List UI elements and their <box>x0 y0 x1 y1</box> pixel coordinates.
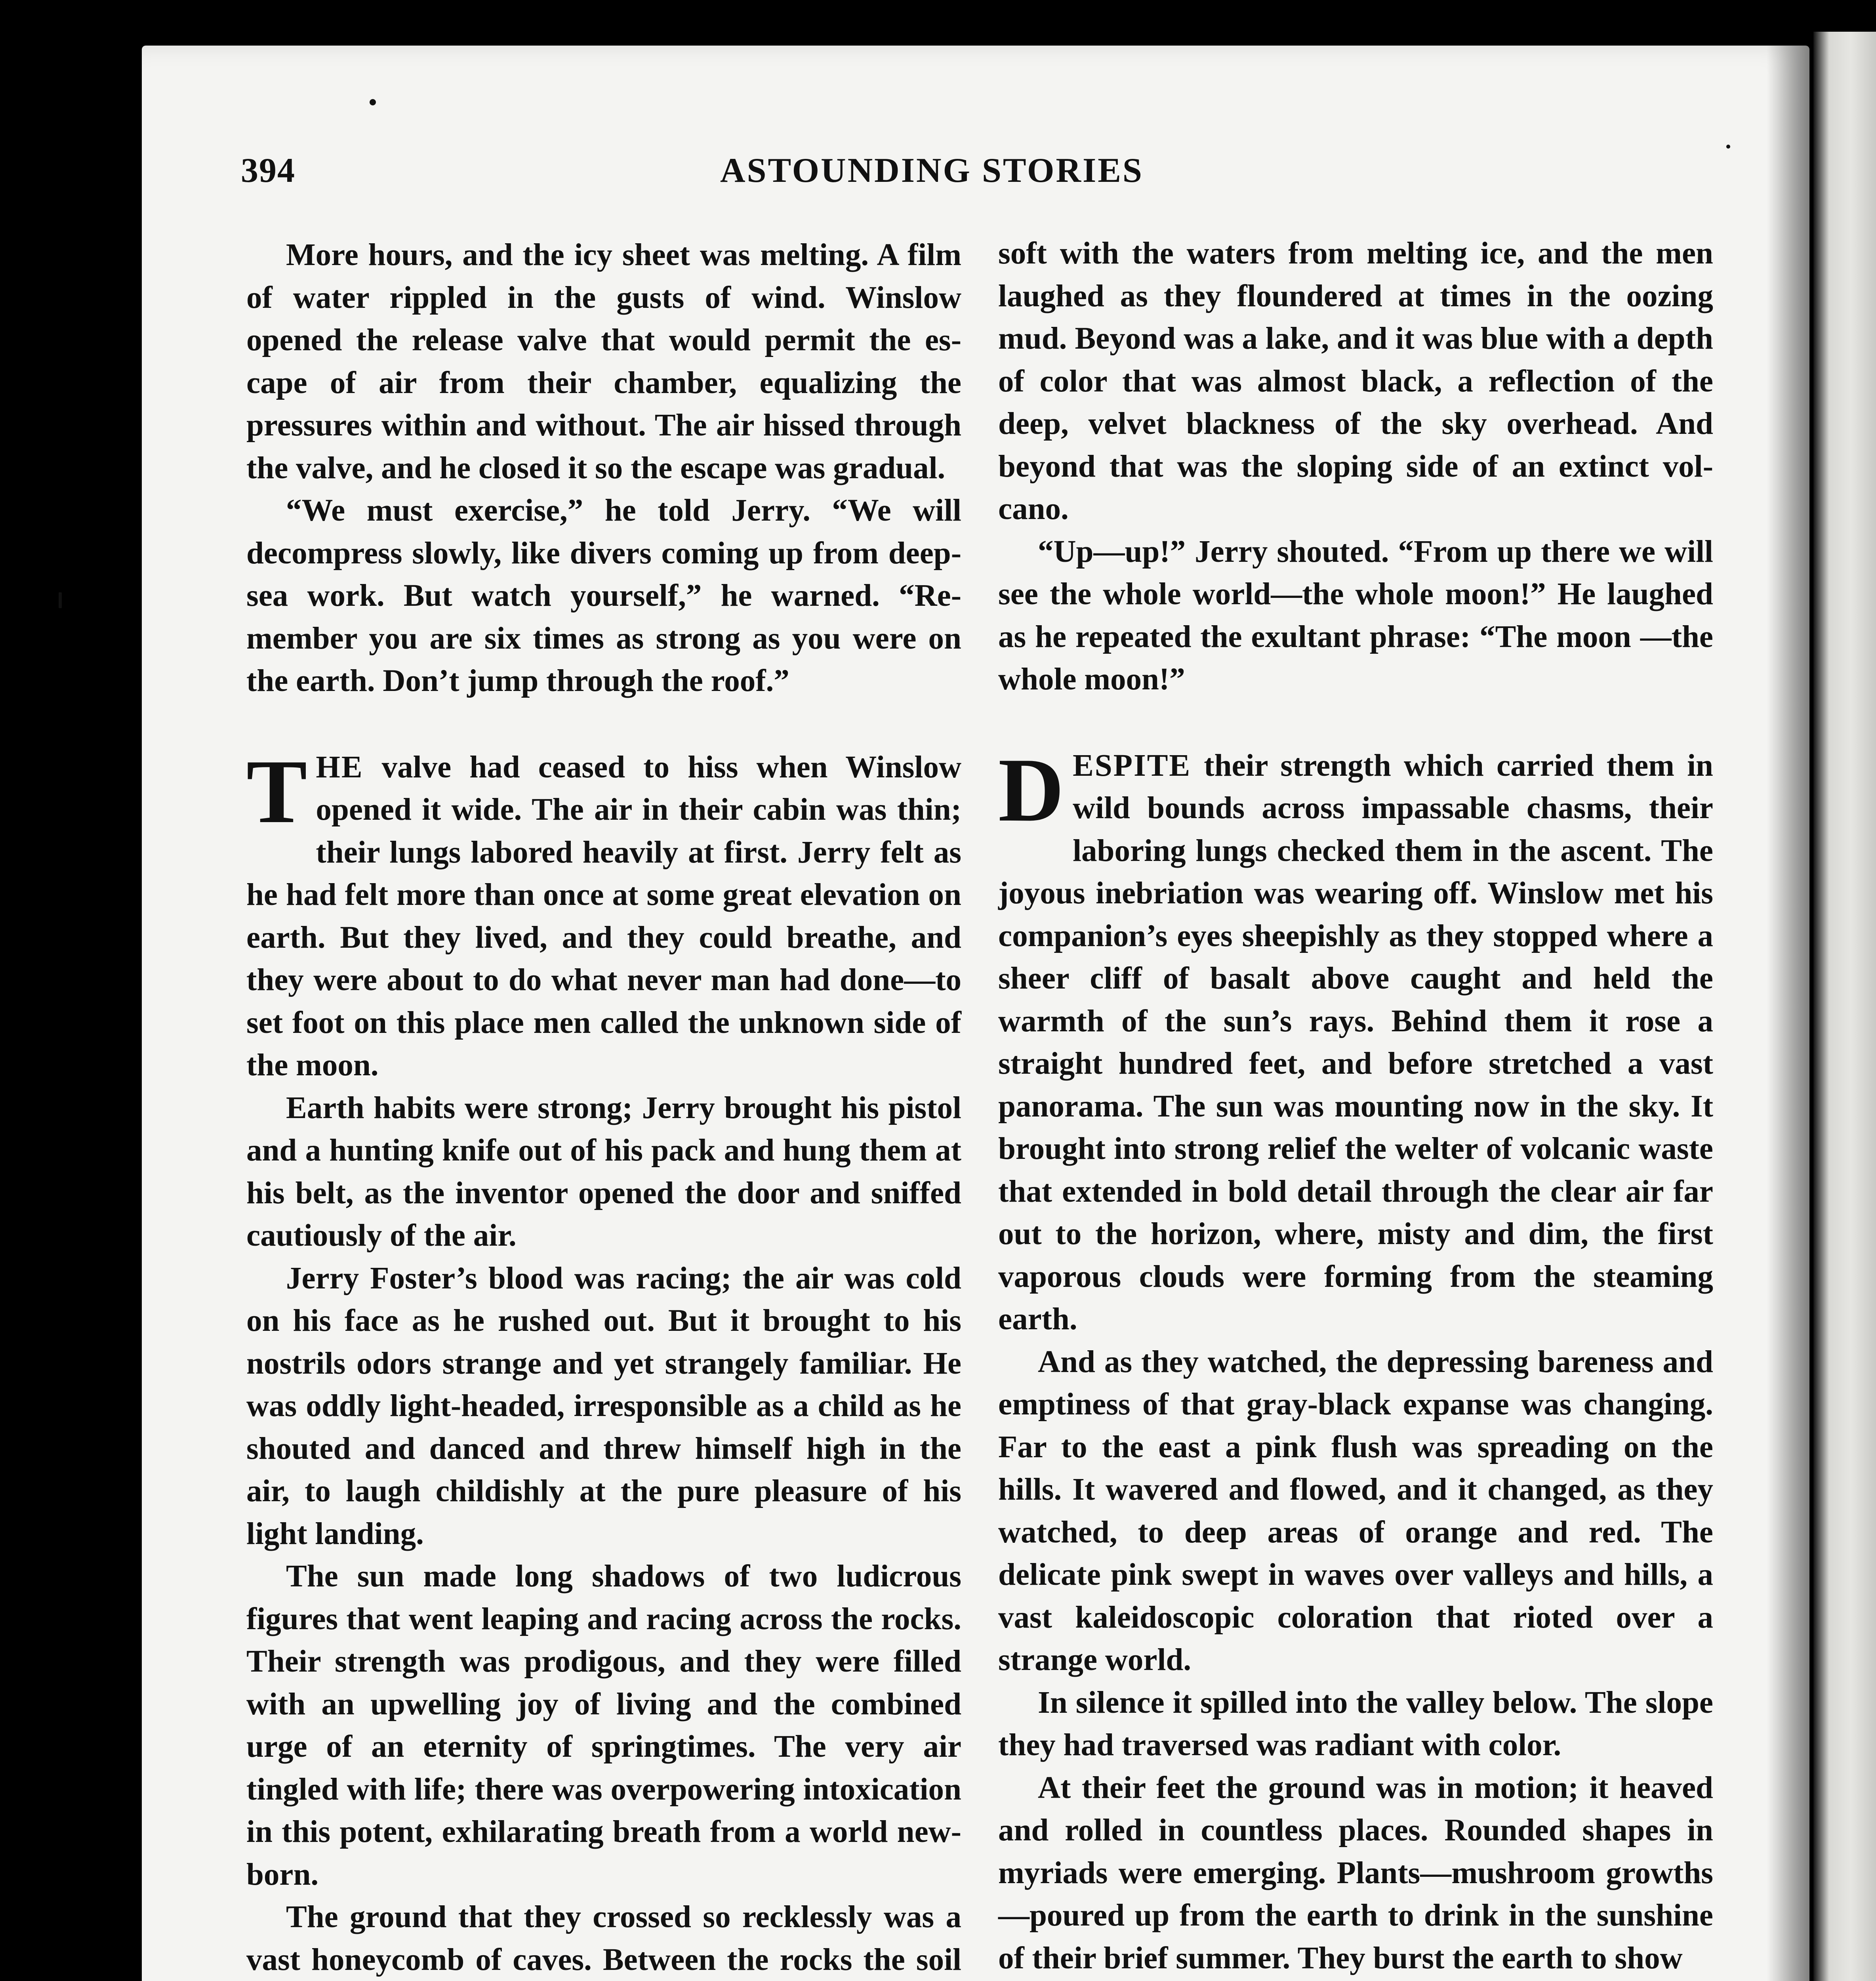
paragraph: “We must exercise,” he told Jerry. “We will decompress slowly, like divers coming up from deep-sea work. But watch yourself,” he warned. “Remember you are six times as strong as you were on the earth. Don’t jump through the roof.” <box>246 493 961 698</box>
drop-cap-lead: ESPITE <box>1073 748 1192 783</box>
drop-cap: D <box>998 739 1064 840</box>
print-speck <box>1726 145 1730 149</box>
paragraph: At their feet the ground was in motion; it heaved and rolled in countless places. Rounded shapes in myriads were emerging. Plants—mushroom growths—poured up from the earth to drink in the sunshine of their brief summer. They burst the earth to show <box>998 1770 1713 1975</box>
right-column <box>998 232 1713 1979</box>
paragraph: soft with the waters from melting ice, and the men laughed as they floundered at times in the oozing mud. Beyond was a lake, and it was blue with a depth of color that was almost black, a reflection of the deep, velvet blackness of the sky overhead. And beyond that was the sloping side of an extinct volcano. <box>998 236 1713 526</box>
drop-cap-lead: HE <box>316 750 364 784</box>
section-break <box>998 701 1713 744</box>
left-column <box>246 234 961 1981</box>
page-header <box>241 151 1714 198</box>
dropcap-paragraph <box>998 739 1713 1341</box>
print-speck <box>370 99 376 105</box>
paragraph: More hours, and the icy sheet was melting. A film of water rippled in the gusts of wind. Winslow opened the release valve that would permit the escape of air from their chamber, equalizing the pressures within and without. The air hissed through the valve, and he closed it so the escape was gradual. <box>246 238 961 485</box>
drop-cap: T <box>246 740 307 842</box>
paragraph: In silence it spilled into the valley below. The slope they had traversed was radiant with color. <box>998 1685 1713 1762</box>
paragraph-text: their strength which carried them in wild bounds across impassable chasms, their laboring lungs checked them in the ascent. The joyous inebriation was wearing off. Winslow met his companion’s eyes sheepishly as they stopped where a sheer cliff of basalt above caught and held the warmth of the sun’s rays. Behind them it rose a straight hundred feet, and before stretched a vast panorama. The sun was mounting now in the sky. It brought into strong relief the welter of volcanic waste that extended in bold detail through the clear air far out to the horizon, where, misty and dim, the first vaporous clouds were forming from the steaming earth. <box>998 748 1713 1336</box>
paragraph: Jerry Foster’s blood was racing; the air was cold on his face as he rushed out. But it brought to his nostrils odors strange and yet strangely familiar. He was oddly light-headed, irresponsible as a child as he shouted and danced and threw himself high in the air, to laugh childishly at the pure pleasure of his light landing. <box>246 1261 961 1551</box>
paragraph-text: valve had ceased to hiss when Winslow opened it wide. The air in their cabin was thin; their lungs labored heavily at first. Jerry felt as he had felt more than once at some great elevation on earth. But they lived, and they could breathe, and they were about to do what never man had done—to set foot on this place men called the unknown side of the moon. <box>246 750 961 1082</box>
section-break <box>246 702 961 746</box>
adjacent-page-edge <box>1813 32 1876 1981</box>
print-speck <box>59 592 62 608</box>
dropcap-paragraph <box>246 740 961 1087</box>
paragraph: The ground that they crossed so recklessly was a vast honeycomb of caves. Between the rocks the soil <box>246 1900 961 1977</box>
paragraph: The sun made long shadows of two ludicrous figures that went leaping and racing across the rocks. Their strength was prodigous, and they were filled with an upwelling joy of living and the combined urge of an eternity of springtimes. The very air tingled with life; there was overpowering intoxication in this potent, exhilarating breath from a world new-born. <box>246 1559 961 1892</box>
paragraph: And as they watched, the depressing bareness and emptiness of that gray-black expanse was changing. Far to the east a pink flush was spreading on the hills. It wavered and flowed, and it changed, as they watched, to deep areas of orange and red. The delicate pink swept in waves over valleys and hills, a vast kaleidoscopic coloration that rioted over a strange world. <box>998 1344 1713 1677</box>
spine-shadow <box>1767 46 1813 1981</box>
paragraph: Earth habits were strong; Jerry brought his pistol and a hunting knife out of his pack and hung them at his belt, as the inventor opened the door and sniffed cautiously of the air. <box>246 1090 961 1253</box>
running-head: ASTOUNDING STORIES <box>720 151 1144 190</box>
page-number: 394 <box>241 151 296 190</box>
paragraph: “Up—up!” Jerry shouted. “From up there we will see the whole world—the whole moon!” He laughed as he repeated the exultant phrase: “The moon —the whole moon!” <box>998 534 1713 697</box>
